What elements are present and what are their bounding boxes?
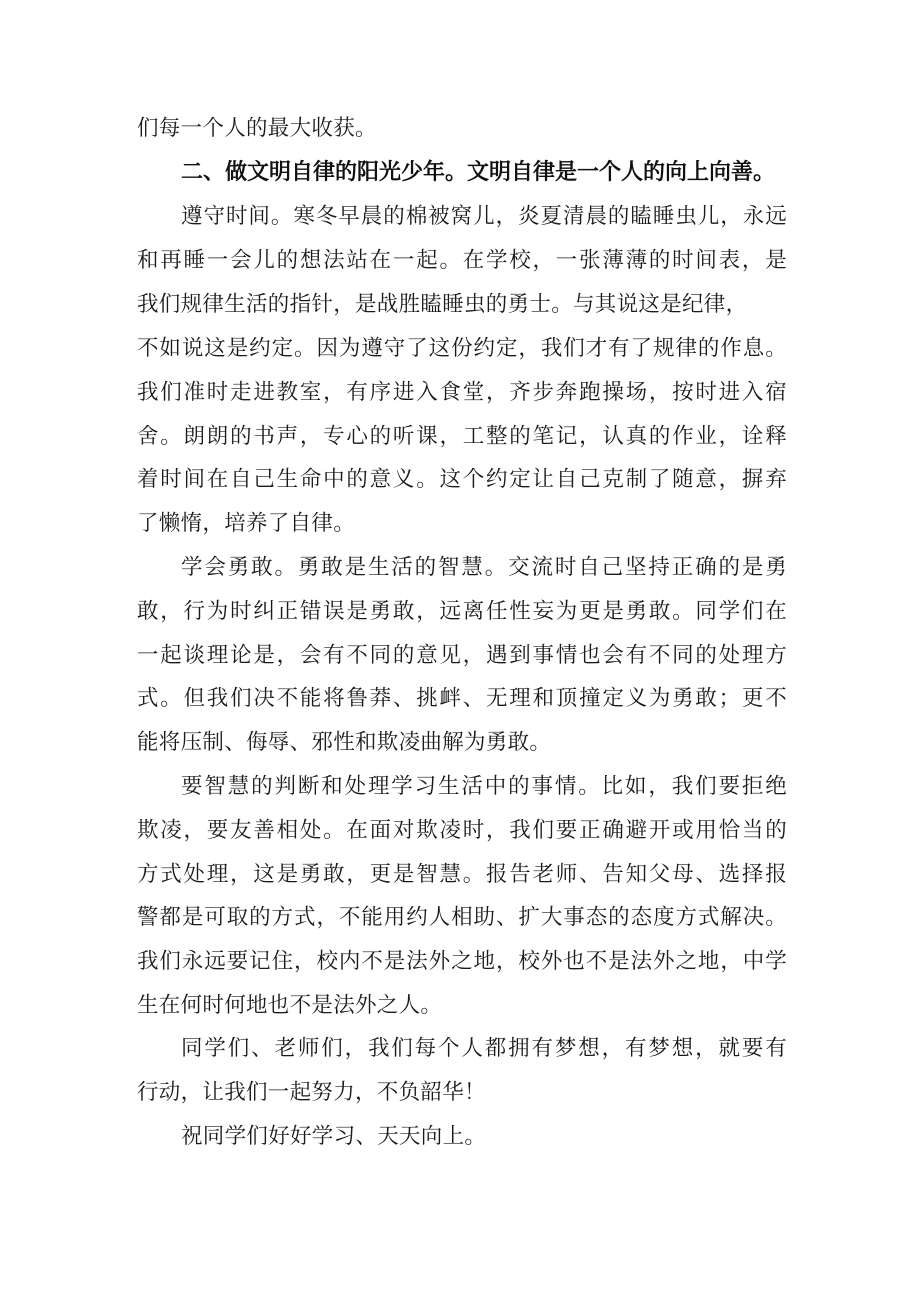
text-line: 我们永远要记住，校内不是法外之地，校外也不是法外之地，中学 xyxy=(137,949,787,974)
text-line: 了懒惰，培养了自律。 xyxy=(137,511,356,536)
text-line: 同学们、老师们，我们每个人都拥有梦想，有梦想，就要有 xyxy=(181,1036,787,1061)
text-line: 式。但我们决不能将鲁莽、挑衅、无理和顶撞定义为勇敢；更不 xyxy=(137,686,787,711)
text-line: 舍。朗朗的书声，专心的听课，工整的笔记，认真的作业，诠释 xyxy=(137,424,787,449)
text-line: 我们规律生活的指针，是战胜瞌睡虫的勇士。与其说这是纪律， xyxy=(137,292,748,317)
text-line: 生在何时何地也不是法外之人。 xyxy=(137,993,443,1018)
text-line: 祝同学们好好学习、天天向上。 xyxy=(181,1124,487,1149)
text-line: 学会勇敢。勇敢是生活的智慧。交流时自己坚持正确的是勇 xyxy=(181,555,787,580)
text-line: 敢，行为时纠正错误是勇敢，远离任性妄为更是勇敢。同学们在 xyxy=(137,599,787,624)
section-heading: 二、做文明自律的阳光少年。文明自律是一个人的向上向善。 xyxy=(181,160,776,185)
text-line: 和再睡一会儿的想法站在一起。在学校，一张薄薄的时间表，是 xyxy=(137,248,787,273)
text-line: 不如说这是约定。因为遵守了这份约定，我们才有了规律的作息。 xyxy=(137,336,787,361)
text-line: 一起谈理论是，会有不同的意见，遇到事情也会有不同的处理方 xyxy=(137,643,787,668)
text-line: 方式处理，这是勇敢，更是智慧。报告老师、告知父母、选择报 xyxy=(137,862,787,887)
text-line: 要智慧的判断和处理学习生活中的事情。比如，我们要拒绝 xyxy=(181,774,787,799)
text-line: 欺凌，要友善相处。在面对欺凌时，我们要正确避开或用恰当的 xyxy=(137,818,787,843)
text-line: 着时间在自己生命中的意义。这个约定让自己克制了随意，摒弃 xyxy=(137,467,787,492)
text-line: 遵守时间。寒冬早晨的棉被窝儿，炎夏清晨的瞌睡虫儿，永远 xyxy=(181,204,787,229)
text-line: 能将压制、侮辱、邪性和欺凌曲解为勇敢。 xyxy=(137,730,552,755)
text-line: 我们准时走进教室，有序进入食堂，齐步奔跑操场，按时进入宿 xyxy=(137,380,787,405)
text-line: 们每一个人的最大收获。 xyxy=(137,116,377,141)
text-line: 警都是可取的方式，不能用约人相助、扩大事态的态度方式解决。 xyxy=(137,905,787,930)
text-line: 行动，让我们一起努力，不负韶华！ xyxy=(137,1080,486,1105)
